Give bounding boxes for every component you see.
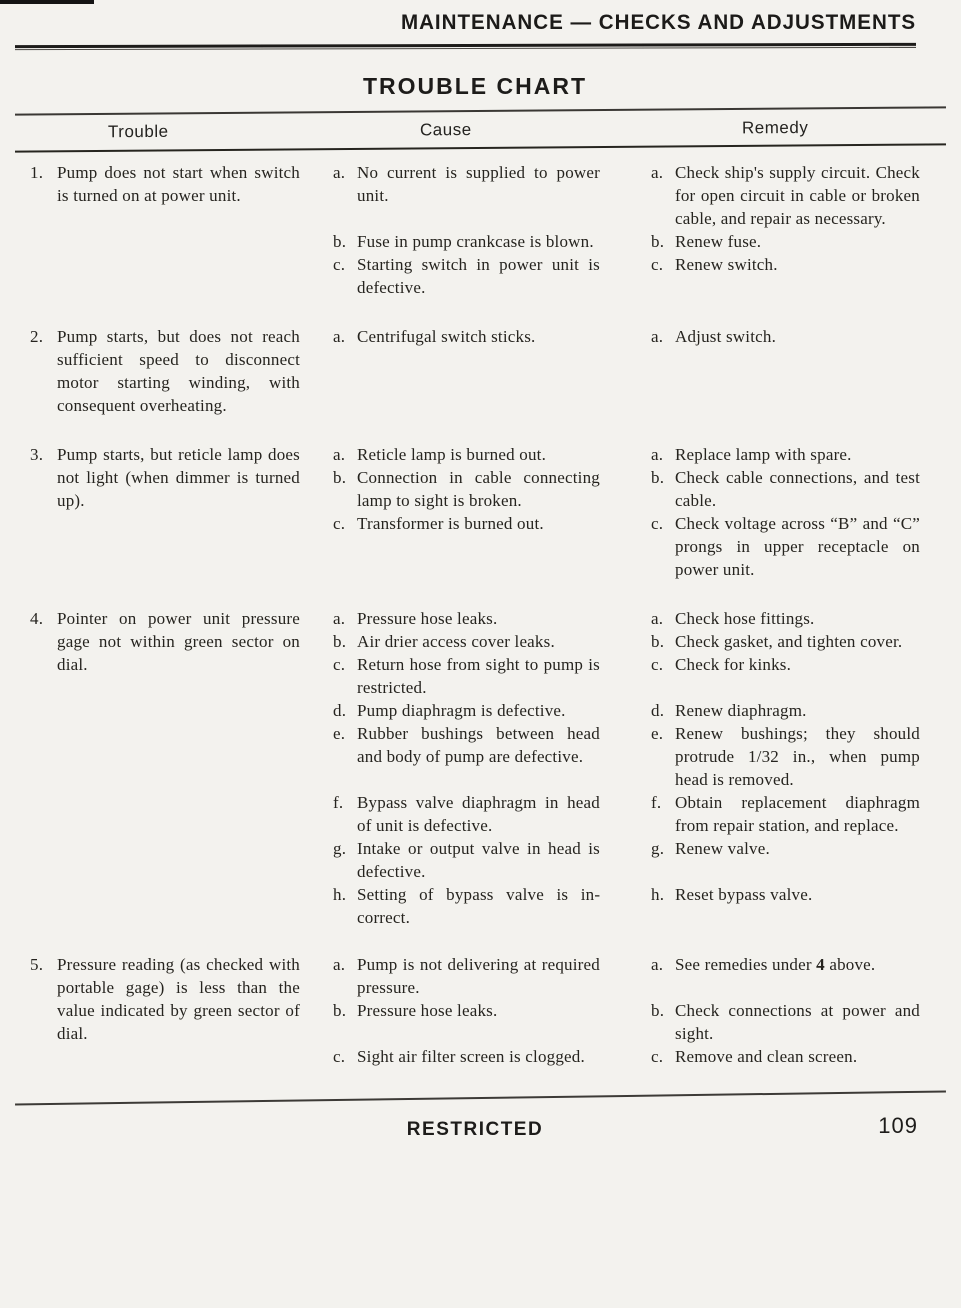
cause-remedy-pair [333, 791, 920, 837]
table-head-rule [15, 143, 946, 152]
trouble-row [30, 325, 920, 417]
remedy-text: Renew valve. [675, 839, 770, 858]
cause-remedy-pair [333, 443, 920, 466]
remedy-letter: a. [651, 609, 664, 628]
trouble-text: Pressure reading (as checked with portable gage) is less than the value indicated by green sector of dial. [57, 955, 300, 1043]
page-footer [30, 1113, 920, 1145]
cause-remedy-pair [333, 161, 920, 230]
column-header-remedy: Remedy [741, 117, 809, 138]
remedy-item [651, 999, 920, 1045]
remedy-item [651, 953, 920, 976]
remedy-item [651, 325, 920, 348]
cause-letter: b. [333, 632, 347, 651]
remedy-letter: c. [651, 1047, 664, 1066]
cause-remedy-pair [333, 630, 920, 653]
cause-item [333, 953, 651, 999]
cause-item [333, 999, 651, 1022]
cause-remedy-pair [333, 883, 920, 929]
cause-text: Sight air filter screen is clogged. [357, 1047, 585, 1066]
remedy-text: Remove and clean screen. [675, 1047, 858, 1066]
remedy-text-suffix: above. [824, 955, 876, 974]
cause-text: Bypass valve diaphragm in head of unit is defective. [357, 793, 600, 835]
remedy-item [651, 253, 920, 276]
trouble-cell [30, 953, 333, 1045]
remedy-letter: g. [651, 839, 665, 858]
remedy-item [651, 837, 920, 860]
remedy-text: Reset bypass valve. [675, 885, 813, 904]
cause-remedy-pair [333, 653, 920, 699]
cause-letter: h. [333, 885, 347, 904]
column-header-row [30, 115, 920, 144]
remedy-text: Renew diaphragm. [675, 701, 807, 720]
cause-text: Air drier access cover leaks. [357, 632, 555, 651]
remedy-item [651, 443, 920, 466]
cause-item [333, 607, 651, 630]
chart-title: TROUBLE CHART [362, 73, 588, 99]
trouble-row [30, 953, 920, 1068]
cause-remedy-pair [333, 837, 920, 883]
remedy-item [651, 512, 920, 581]
row-number: 1. [30, 163, 44, 182]
cause-item [333, 630, 651, 653]
trouble-row [30, 161, 920, 299]
remedy-item [651, 1045, 920, 1068]
remedy-item [651, 791, 920, 837]
remedy-text: Check voltage across “B” and “C” prongs in upper receptacle on power unit. [675, 514, 920, 579]
cause-text: Starting switch in power unit is defective. [357, 255, 600, 297]
trouble-text: Pump starts, but does not reach sufficient speed to disconnect motor starting winding, with consequent overheating. [57, 327, 300, 415]
cause-item [333, 443, 651, 466]
remedy-letter: a. [651, 445, 664, 464]
cause-item [333, 791, 651, 837]
cause-text: Intake or output valve in head is defective. [357, 839, 600, 881]
trouble-cell [30, 443, 333, 512]
trouble-cell [30, 161, 333, 207]
cause-remedy-list [333, 607, 920, 929]
cause-letter: c. [333, 255, 346, 274]
cause-letter: a. [333, 445, 346, 464]
column-header-trouble: Trouble [107, 121, 169, 142]
remedy-item [651, 653, 920, 676]
cause-item [333, 883, 651, 929]
cause-item [333, 230, 651, 253]
cause-text: Setting of bypass valve is incorrect. [357, 885, 600, 927]
cause-text: Connection in cable connecting lamp to sight is broken. [357, 468, 600, 510]
cause-item [333, 699, 651, 722]
cause-remedy-pair [333, 512, 920, 581]
remedy-item [651, 699, 920, 722]
remedy-text: Check ship's supply circuit. Check for open circuit in cable or broken cable, and repair as necessary. [675, 163, 920, 228]
row-number: 2. [30, 327, 44, 346]
trouble-cell [30, 607, 333, 676]
remedy-item [651, 630, 920, 653]
cause-remedy-list [333, 953, 920, 1068]
cause-letter: f. [333, 793, 344, 812]
cause-item [333, 161, 651, 207]
remedy-text: Renew bushings; they should protrude 1/32 in., when pump head is removed. [675, 724, 920, 789]
remedy-text: Obtain replacement diaphragm from repair station, and replace. [675, 793, 920, 835]
cause-text: Transformer is burned out. [357, 514, 544, 533]
remedy-text: Check for kinks. [675, 655, 792, 674]
running-header: MAINTENANCE — CHECKS AND ADJUSTMENTS [400, 11, 917, 34]
cause-remedy-pair [333, 325, 920, 348]
header-rule [15, 43, 916, 50]
remedy-letter: a. [651, 163, 664, 182]
trouble-cell [30, 325, 333, 417]
cause-letter: b. [333, 1001, 347, 1020]
remedy-text: Check hose fittings. [675, 609, 815, 628]
remedy-text: Replace lamp with spare. [675, 445, 852, 464]
cause-text: Fuse in pump crankcase is blown. [357, 232, 594, 251]
remedy-letter: h. [651, 885, 665, 904]
cause-text: Return hose from sight to pump is restricted. [357, 655, 600, 697]
remedy-letter: c. [651, 255, 664, 274]
remedy-item [651, 466, 920, 512]
cause-letter: c. [333, 514, 346, 533]
cause-letter: a. [333, 609, 346, 628]
cause-item [333, 512, 651, 535]
cause-remedy-list [333, 161, 920, 299]
remedy-letter: d. [651, 701, 665, 720]
column-header-cause: Cause [419, 120, 472, 140]
cause-item [333, 253, 651, 299]
cause-text: Reticle lamp is burned out. [357, 445, 547, 464]
cause-remedy-pair [333, 699, 920, 722]
cause-item [333, 722, 651, 768]
cause-letter: a. [333, 327, 346, 346]
cause-text: Pressure hose leaks. [357, 1001, 498, 1020]
cause-item [333, 653, 651, 699]
cause-remedy-pair [333, 607, 920, 630]
remedy-letter: b. [651, 468, 665, 487]
cause-item [333, 466, 651, 512]
remedy-letter: c. [651, 514, 664, 533]
remedy-letter: b. [651, 1001, 665, 1020]
row-number: 4. [30, 609, 44, 628]
cause-remedy-pair [333, 466, 920, 512]
cause-remedy-list [333, 325, 920, 348]
remedy-letter: c. [651, 655, 664, 674]
cause-remedy-pair [333, 999, 920, 1045]
remedy-item [651, 607, 920, 630]
cause-text: Pressure hose leaks. [357, 609, 498, 628]
trouble-row [30, 607, 920, 929]
cause-remedy-pair [333, 230, 920, 253]
cause-remedy-pair [333, 953, 920, 999]
cause-letter: c. [333, 1047, 346, 1066]
row-number: 5. [30, 955, 44, 974]
cause-remedy-pair [333, 722, 920, 791]
classification-label: RESTRICTED [406, 1119, 544, 1140]
remedy-text [675, 953, 920, 976]
trouble-text: Pump starts, but reticle lamp does not light (when dimmer is turned up). [57, 445, 300, 510]
cause-item [333, 1045, 651, 1068]
row-number: 3. [30, 445, 44, 464]
remedy-text: Renew switch. [675, 255, 778, 274]
trouble-text: Pump does not start when switch is turned on at power unit. [57, 163, 300, 205]
remedy-item [651, 230, 920, 253]
trouble-row [30, 443, 920, 581]
remedy-text-bold-ref: 4 [816, 955, 825, 974]
cause-letter: d. [333, 701, 347, 720]
cause-letter: b. [333, 468, 347, 487]
remedy-item [651, 161, 920, 230]
remedy-letter: a. [651, 327, 664, 346]
remedy-letter: e. [651, 724, 664, 743]
cause-remedy-pair [333, 1045, 920, 1068]
remedy-text: Check gasket, and tighten cover. [675, 632, 903, 651]
cause-letter: a. [333, 163, 346, 182]
remedy-text: Check connections at power and sight. [675, 1001, 920, 1043]
cause-text: Pump diaphragm is defective. [357, 701, 566, 720]
remedy-text: Renew fuse. [675, 232, 762, 251]
cause-letter: c. [333, 655, 346, 674]
cause-letter: g. [333, 839, 347, 858]
remedy-letter: b. [651, 232, 665, 251]
cause-text: Pump is not delivering at required pressure. [357, 955, 600, 997]
remedy-item [651, 722, 920, 791]
cause-item [333, 837, 651, 883]
table-top-rule [15, 106, 946, 115]
cause-text: Rubber bushings between head and body of pump are defective. [357, 724, 600, 766]
remedy-letter: b. [651, 632, 665, 651]
footer-rule [15, 1091, 946, 1106]
remedy-letter: a. [651, 955, 664, 974]
remedy-item [651, 883, 920, 906]
trouble-text: Pointer on power unit pressure gage not within green sector on dial. [57, 609, 300, 674]
remedy-text: Adjust switch. [675, 327, 777, 346]
cause-text: No current is supplied to power unit. [357, 163, 600, 205]
cause-letter: b. [333, 232, 347, 251]
cause-text: Centrifugal switch sticks. [357, 327, 536, 346]
remedy-text: Check cable connections, and test cable. [675, 468, 920, 510]
trouble-chart-body [30, 161, 920, 1068]
page-number: 109 [878, 1113, 918, 1138]
cause-letter: e. [333, 724, 346, 743]
cause-letter: a. [333, 955, 346, 974]
remedy-letter: f. [651, 793, 662, 812]
cause-remedy-list [333, 443, 920, 581]
cause-remedy-pair [333, 253, 920, 299]
remedy-text-prefix: See remedies under [675, 955, 817, 974]
cause-item [333, 325, 651, 348]
